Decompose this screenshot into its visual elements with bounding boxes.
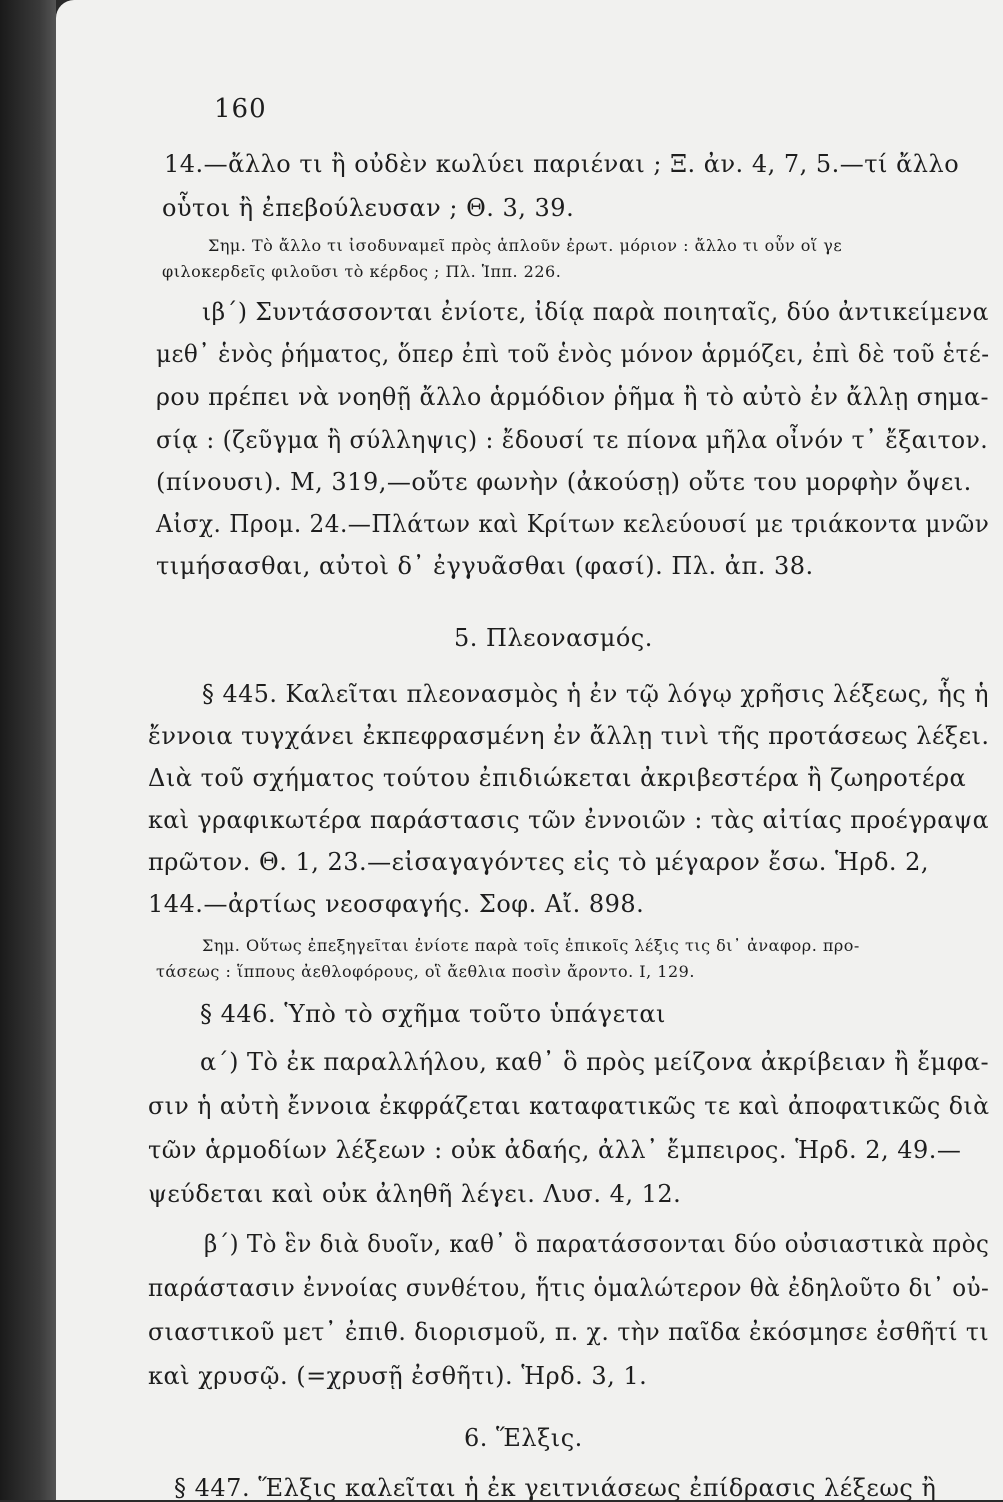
- text-line: τῶν ἁρμοδίων λέξεων : οὐκ ἀδαής, ἀλλ᾿ ἔμπειρος. Ἡρδ. 2, 49.—: [148, 1136, 962, 1164]
- section-heading: 5. Πλεονασμός.: [454, 624, 653, 652]
- text-line: § 445. Καλεῖται πλεονασμὸς ἡ ἐν τῷ λόγῳ χρῆσις λέξεως, ἧς ἡ: [202, 680, 990, 708]
- text-line: 14.—ἄλλο τι ἢ οὐδὲν κωλύει παριέναι ; Ξ. ἀν. 4, 7, 5.—τί ἄλλο: [164, 150, 960, 178]
- text-line: ψεύδεται καὶ οὐκ ἀληθῆ λέγει. Λυσ. 4, 12.: [148, 1180, 682, 1208]
- note-line: τάσεως : ἵππους ἀεθλοφόρους, οἳ ἄεθλια ποσὶν ἄροντο. Ι, 129.: [156, 962, 695, 981]
- text-line: § 447. Ἕλξις καλεῖται ἡ ἐκ γειτνιάσεως ἐπίδρασις λέξεως ἢ: [174, 1474, 937, 1502]
- note-line: φιλοκερδεῖς φιλοῦσι τὸ κέρδος ; Πλ. Ἱππ. 226.: [162, 262, 562, 281]
- text-line: μεθ᾿ ἑνὸς ῥήματος, ὅπερ ἐπὶ τοῦ ἑνὸς μόνον ἁρμόζει, ἐπὶ δὲ τοῦ ἑτέ-: [156, 340, 990, 368]
- text-line: σιν ἡ αὐτὴ ἔννοια ἐκφράζεται καταφατικῶς τε καὶ ἀποφατικῶς διὰ: [148, 1092, 990, 1120]
- text-line: τιμήσασθαι, αὐτοὶ δ᾿ ἐγγυᾶσθαι (φασί). Πλ. ἀπ. 38.: [156, 552, 814, 580]
- text-line: β΄) Τὸ ἓν διὰ δυοῖν, καθ᾿ ὃ παρατάσσονται δύο οὐσιαστικὰ πρὸς: [204, 1230, 990, 1258]
- text-line: οὗτοι ἢ ἐπεβούλευσαν ; Θ. 3, 39.: [162, 194, 575, 222]
- text-line: παράστασιν ἐννοίας συνθέτου, ἥτις ὁμαλώτερον θὰ ἐδηλοῦτο δι᾿ οὐ-: [148, 1274, 990, 1302]
- text-line: ιβ΄) Συντάσσονται ἐνίοτε, ἰδίᾳ παρὰ ποιηταῖς, δύο ἀντικείμενα: [202, 298, 989, 326]
- text-line: (πίνουσι). Μ, 319,—οὔτε φωνὴν (ἀκούσῃ) οὔτε του μορφὴν ὄψει.: [156, 468, 972, 496]
- text-line: ρου πρέπει νὰ νοηθῇ ἄλλο ἁρμόδιον ῥῆμα ἢ τὸ αὐτὸ ἐν ἄλλῃ σημα-: [156, 383, 989, 411]
- note-line: Σημ. Οὕτως ἐπεξηγεῖται ἐνίοτε παρὰ τοῖς ἐπικοῖς λέξις τις δι᾿ ἀναφορ. προ-: [202, 936, 860, 955]
- text-line: 144.—ἀρτίως νεοσφαγής. Σοφ. Αἴ. 898.: [148, 890, 645, 918]
- text-line: § 446. Ὑπὸ τὸ σχῆμα τοῦτο ὑπάγεται: [200, 1000, 666, 1028]
- text-line: καὶ γραφικωτέρα παράστασις τῶν ἐννοιῶν : τὰς αἰτίας προέγραψα: [148, 806, 990, 834]
- note-line: Σημ. Τὸ ἄλλο τι ἰσοδυναμεῖ πρὸς ἁπλοῦν ἐρωτ. μόριον : ἄλλο τι οὖν οἵ γε: [208, 236, 843, 255]
- text-line: καὶ χρυσῷ. (=χρυσῇ ἐσθῆτι). Ἡρδ. 3, 1.: [148, 1362, 648, 1390]
- text-line: ἔννοια τυγχάνει ἐκπεφρασμένη ἐν ἄλλῃ τινὶ τῆς προτάσεως λέξει.: [148, 722, 990, 750]
- page-number: 160: [214, 94, 267, 124]
- book-spine-shadow: [0, 0, 56, 1500]
- text-line: α΄) Τὸ ἐκ παραλλήλου, καθ᾿ ὃ πρὸς μείζονα ἀκρίβειαν ἢ ἔμφα-: [200, 1048, 990, 1076]
- text-line: πρῶτον. Θ. 1, 23.—εἰσαγαγόντες εἰς τὸ μέγαρον ἔσω. Ἡρδ. 2,: [148, 848, 930, 876]
- section-heading: 6. Ἕλξις.: [464, 1424, 583, 1452]
- book-page: [56, 0, 1003, 1500]
- text-line: σιαστικοῦ μετ᾿ ἐπιθ. διορισμοῦ, π. χ. τὴν παῖδα ἐκόσμησε ἐσθῆτί τι: [148, 1318, 990, 1346]
- text-line: Διὰ τοῦ σχήματος τούτου ἐπιδιώκεται ἀκριβεστέρα ἢ ζωηροτέρα: [148, 764, 967, 792]
- text-line: Αἰσχ. Προμ. 24.—Πλάτων καὶ Κρίτων κελεύουσί με τριάκοντα μνῶν: [156, 510, 990, 538]
- text-line: σίᾳ : (ζεῦγμα ἢ σύλληψις) : ἔδουσί τε πίονα μῆλα οἶνόν τ᾿ ἔξαιτον.: [156, 426, 989, 454]
